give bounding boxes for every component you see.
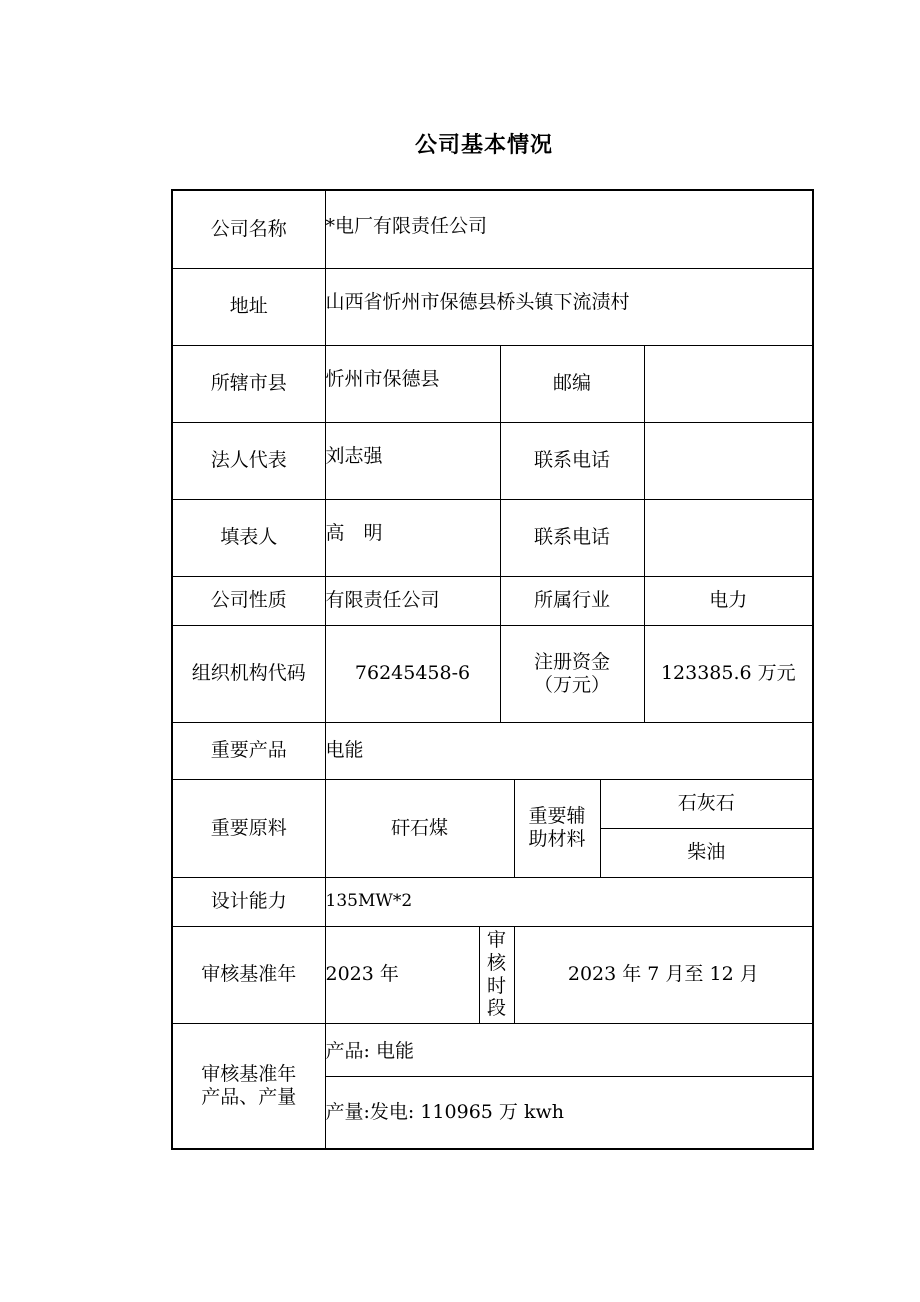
row-company-name bbox=[172, 190, 813, 268]
output-label-line-1: 审核基准年 bbox=[201, 1062, 297, 1085]
row-nature bbox=[172, 576, 813, 625]
address-value: 山西省忻州市保德县桥头镇下流渍村 bbox=[325, 268, 813, 345]
main-product-value: 电能 bbox=[325, 722, 813, 779]
nature-label: 公司性质 bbox=[172, 576, 325, 625]
row-filler bbox=[172, 499, 813, 576]
output-product: 产品: 电能 bbox=[325, 1023, 813, 1076]
main-product-label: 重要产品 bbox=[172, 722, 325, 779]
row-output bbox=[172, 1023, 813, 1076]
aux-material-2: 柴油 bbox=[600, 828, 813, 877]
filler-phone-label: 联系电话 bbox=[500, 499, 644, 576]
filler-label: 填表人 bbox=[172, 499, 325, 576]
raw-material-label: 重要原料 bbox=[172, 779, 325, 877]
row-jurisdiction bbox=[172, 345, 813, 422]
period-label-line-2: 时段 bbox=[486, 974, 506, 1020]
jurisdiction-value: 忻州市保德县 bbox=[325, 345, 500, 422]
capital-label-line-2: （万元） bbox=[533, 673, 610, 696]
output-label-line-2: 产品、产量 bbox=[201, 1085, 297, 1108]
period-value: 2023 年 7 月至 12 月 bbox=[514, 926, 813, 1023]
output-quantity: 产量:发电: 110965 万 kwh bbox=[325, 1076, 813, 1149]
nature-value: 有限责任公司 bbox=[325, 576, 500, 625]
row-main-product bbox=[172, 722, 813, 779]
row-address bbox=[172, 268, 813, 345]
row-legal-rep bbox=[172, 422, 813, 499]
filler-phone-value bbox=[644, 499, 813, 576]
capacity-value: 135MW*2 bbox=[325, 877, 813, 926]
row-org-code bbox=[172, 625, 813, 722]
jurisdiction-label: 所辖市县 bbox=[172, 345, 325, 422]
capacity-label: 设计能力 bbox=[172, 877, 325, 926]
row-base-year bbox=[172, 926, 813, 1023]
base-year-label: 审核基准年 bbox=[172, 926, 325, 1023]
capital-label-line-1: 注册资金 bbox=[533, 650, 610, 673]
output-label bbox=[172, 1023, 325, 1149]
legal-rep-phone-label: 联系电话 bbox=[500, 422, 644, 499]
legal-rep-label: 法人代表 bbox=[172, 422, 325, 499]
row-raw-material bbox=[172, 779, 813, 828]
aux-material-label-line-1: 重要辅 bbox=[528, 805, 586, 828]
aux-material-label-line-2: 助材料 bbox=[528, 828, 586, 850]
postal-code-label: 邮编 bbox=[500, 345, 644, 422]
address-label: 地址 bbox=[172, 268, 325, 345]
org-code-value: 76245458-6 bbox=[325, 625, 500, 722]
capital-label bbox=[500, 625, 644, 722]
industry-value: 电力 bbox=[644, 576, 813, 625]
capital-value: 123385.6 万元 bbox=[644, 625, 813, 722]
industry-label: 所属行业 bbox=[500, 576, 644, 625]
company-name-label: 公司名称 bbox=[172, 190, 325, 268]
period-label bbox=[479, 926, 514, 1023]
org-code-label: 组织机构代码 bbox=[172, 625, 325, 722]
raw-material-value: 矸石煤 bbox=[325, 779, 514, 877]
row-capacity bbox=[172, 877, 813, 926]
filler-value: 高 明 bbox=[325, 499, 500, 576]
aux-material-1: 石灰石 bbox=[600, 779, 813, 828]
legal-rep-phone-value bbox=[644, 422, 813, 499]
company-info-table bbox=[171, 189, 814, 1150]
base-year-value: 2023 年 bbox=[325, 926, 479, 1023]
postal-code-value bbox=[644, 345, 813, 422]
company-name-value: *电厂有限责任公司 bbox=[325, 190, 813, 268]
legal-rep-value: 刘志强 bbox=[325, 422, 500, 499]
aux-material-label bbox=[514, 779, 600, 877]
page-title: 公司基本情况 bbox=[414, 132, 553, 158]
period-label-line-1: 审核 bbox=[486, 928, 506, 974]
